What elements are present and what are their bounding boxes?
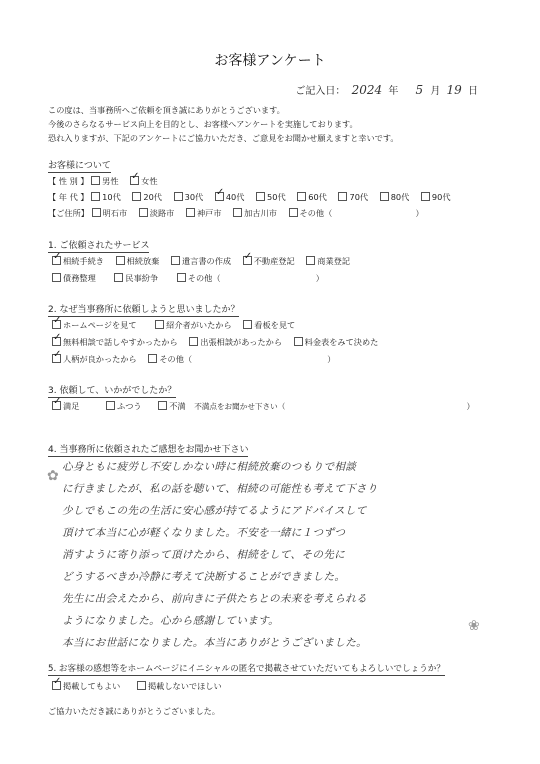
gender-row [48,176,167,187]
dissatisfied-prompt: 不満点をお聞かせ下さい（ [194,402,286,411]
checkbox[interactable] [189,337,198,346]
q3-heading: 3. 依頼して、いかがでしたか？ [48,386,177,396]
checkbox[interactable] [116,256,125,265]
option-homepage[interactable]: ✓ホームページを見て [52,320,137,330]
checkbox[interactable] [114,273,123,282]
checkbox-checked[interactable] [52,337,61,346]
checkbox-checked[interactable] [130,176,139,185]
answer-line: 心身ともに疲労し不安しかない時に相続放棄のつもりで相談 [62,461,357,473]
checkbox[interactable] [421,192,430,201]
paren-close: ） [327,354,336,364]
checkbox[interactable] [91,176,100,185]
checkbox[interactable] [158,401,167,410]
option-publish-no[interactable]: 掲載しないでほしい [137,681,222,691]
option-dissatisfied[interactable]: 不満 [158,401,185,411]
q1-row1 [52,256,359,267]
option-inheritance-procedure[interactable]: ✓相続手続き [52,256,104,266]
checkbox[interactable] [294,337,303,346]
option-age-90[interactable]: 90代 [421,192,451,202]
checkbox[interactable] [338,192,347,201]
option-civil-dispute[interactable]: 民事紛争 [114,273,158,283]
date-year: 2024 [351,83,383,97]
option-other-service[interactable]: その他（ [177,273,221,283]
q2-row1 [52,320,304,331]
option-onsite-consultation[interactable]: 出張相談があったから [189,337,282,347]
thank-you-text: ご協力いただき誠にありがとうございました。 [48,706,220,716]
address-label: 【ご住所】 [48,208,89,218]
checkbox[interactable] [91,192,100,201]
option-age-80[interactable]: 80代 [380,192,410,202]
intro-text [48,103,399,145]
q2-row3 [52,354,336,365]
checkbox[interactable] [148,354,157,363]
checkbox[interactable] [306,256,315,265]
checkbox[interactable] [186,208,195,217]
option-age-60[interactable]: 60代 [297,192,327,202]
checkbox[interactable] [297,192,306,201]
checkbox[interactable] [243,320,252,329]
option-debt-consolidation[interactable]: 債務整理 [52,273,96,283]
option-age-10[interactable]: 10代 [91,192,121,202]
answer-line: に行きましたが、私の話を聴いて、相続の可能性も考えて下さり [62,483,378,495]
q1-heading: 1. ご依頼されたサービス [48,241,150,251]
option-will-drafting[interactable]: 遺言書の作成 [171,256,231,266]
option-female[interactable]: ✓ 女性 [130,176,157,186]
flower-doodle-icon: ❀ [468,618,480,634]
checkbox-checked[interactable] [52,320,61,329]
entry-date [295,82,478,97]
checkbox-checked[interactable] [215,192,224,201]
checkbox[interactable] [137,681,146,690]
checkbox[interactable] [233,208,242,217]
paren-close: ） [315,273,324,283]
option-average[interactable]: ふつう [106,401,142,411]
answer-line: ようになりました。心から感謝しています。 [62,615,280,627]
date-month-unit: 月 [430,86,441,97]
option-good-personality[interactable]: ✓人柄が良かったから [52,354,137,364]
option-age-20[interactable]: 20代 [132,192,162,202]
answer-line: 先生に出会えたから、前向きに子供たちとの未来を考えられる [62,593,368,605]
checkbox-checked[interactable] [243,256,252,265]
option-akashi[interactable]: 明石市 [92,208,128,218]
option-age-40[interactable]: ✓ 40代 [215,192,245,202]
answer-line: 消すように寄り添って頂けたから、相続をして、その先に [62,549,346,561]
q2-row2 [52,337,387,348]
checkbox[interactable] [155,320,164,329]
gender-label: 【 性 別 】 [48,176,89,186]
date-year-unit: 年 [388,86,399,97]
intro-line: 恐れ入りますが、下記のアンケートにご協力いただき、ご意見をお聞かせ願えますと幸いです。 [48,133,399,143]
feedback-answer [62,456,502,654]
q5-row [52,681,222,692]
intro-line: 今後のさらなるサービス向上を目的とし、お客様へアンケートを実施しております。 [48,119,358,129]
q3-row [52,401,475,412]
checkbox[interactable] [177,273,186,282]
option-commercial-registration[interactable]: 商業登記 [306,256,350,266]
option-male[interactable]: 男性 [91,176,118,186]
checkbox-checked[interactable] [52,256,61,265]
customer-heading: お客様について [48,161,111,171]
date-label: ご記入日： [295,86,346,97]
option-inheritance-renunciation[interactable]: 相続放棄 [116,256,160,266]
answer-line: 少しでもこの先の生活に安心感が持てるようにアドバイスして [62,505,367,517]
option-other-reason[interactable]: その他（ [148,354,192,364]
option-free-consultation[interactable]: ✓無料相談で話しやすかったから [52,337,178,347]
intro-line: この度は、当事務所へご依頼を頂き誠にありがとうございます。 [48,105,285,115]
option-real-estate-registration[interactable]: ✓ 不動産登記 [243,256,295,266]
checkbox[interactable] [139,208,148,217]
checkbox-checked[interactable] [52,354,61,363]
option-other-address[interactable]: その他（ [289,208,333,218]
option-kobe[interactable]: 神戸市 [186,208,222,218]
checkbox[interactable] [106,401,115,410]
option-satisfied[interactable]: ✓満足 [52,401,79,411]
answer-line: 本当にお世話になりました。本当にありがとうございました。 [62,637,368,649]
q2-heading: 2. なぜ当事務所に依頼しようと思いましたか？ [48,305,240,315]
q4-heading: 4. 当事務所に依頼されたご感想をお聞かせ下さい [48,445,249,455]
option-age-50[interactable]: 50代 [256,192,286,202]
checkbox-checked[interactable] [52,401,61,410]
q1-row2 [52,273,324,284]
option-age-30[interactable]: 30代 [174,192,204,202]
page-title: お客様アンケート [214,53,326,69]
age-label: 【 年 代 】 [48,192,89,202]
option-referral[interactable]: 紹介者がいたから [155,320,232,330]
answer-line: どうするべきか冷静に考えて決断することができました。 [62,571,346,583]
option-publish-ok[interactable]: ✓掲載してもよい [52,681,120,691]
checkbox[interactable] [171,256,180,265]
option-price-list[interactable]: 料金表をみて決めた [294,337,379,347]
paren-close: ） [466,401,475,411]
option-awaji[interactable]: 淡路市 [139,208,175,218]
checkbox[interactable] [174,192,183,201]
checkbox[interactable] [132,192,141,201]
date-day-unit: 日 [468,86,478,97]
option-signboard[interactable]: 看板を見て [243,320,295,330]
date-day: 19 [446,83,462,97]
checkbox[interactable] [92,208,101,217]
answer-line: 頂けて本当に心が軽くなりました。不安を一緒に１つずつ [62,527,346,539]
checkbox[interactable] [289,208,298,217]
paren-close: ） [415,208,424,218]
age-row [48,192,460,203]
option-kakogawa[interactable]: 加古川市 [233,208,277,218]
checkbox[interactable] [380,192,389,201]
date-month: 5 [415,83,424,97]
checkbox[interactable] [52,273,61,282]
checkbox-checked[interactable] [52,681,61,690]
address-row [48,208,424,219]
q5-heading: 5. お客様の感想等をホームページにイニシャルの匿名で掲載させていただいてもよろしいでしょうか？ [48,664,445,674]
flower-doodle-icon: ✿ [47,468,59,484]
option-age-70[interactable]: 70代 [338,192,368,202]
checkbox[interactable] [256,192,265,201]
